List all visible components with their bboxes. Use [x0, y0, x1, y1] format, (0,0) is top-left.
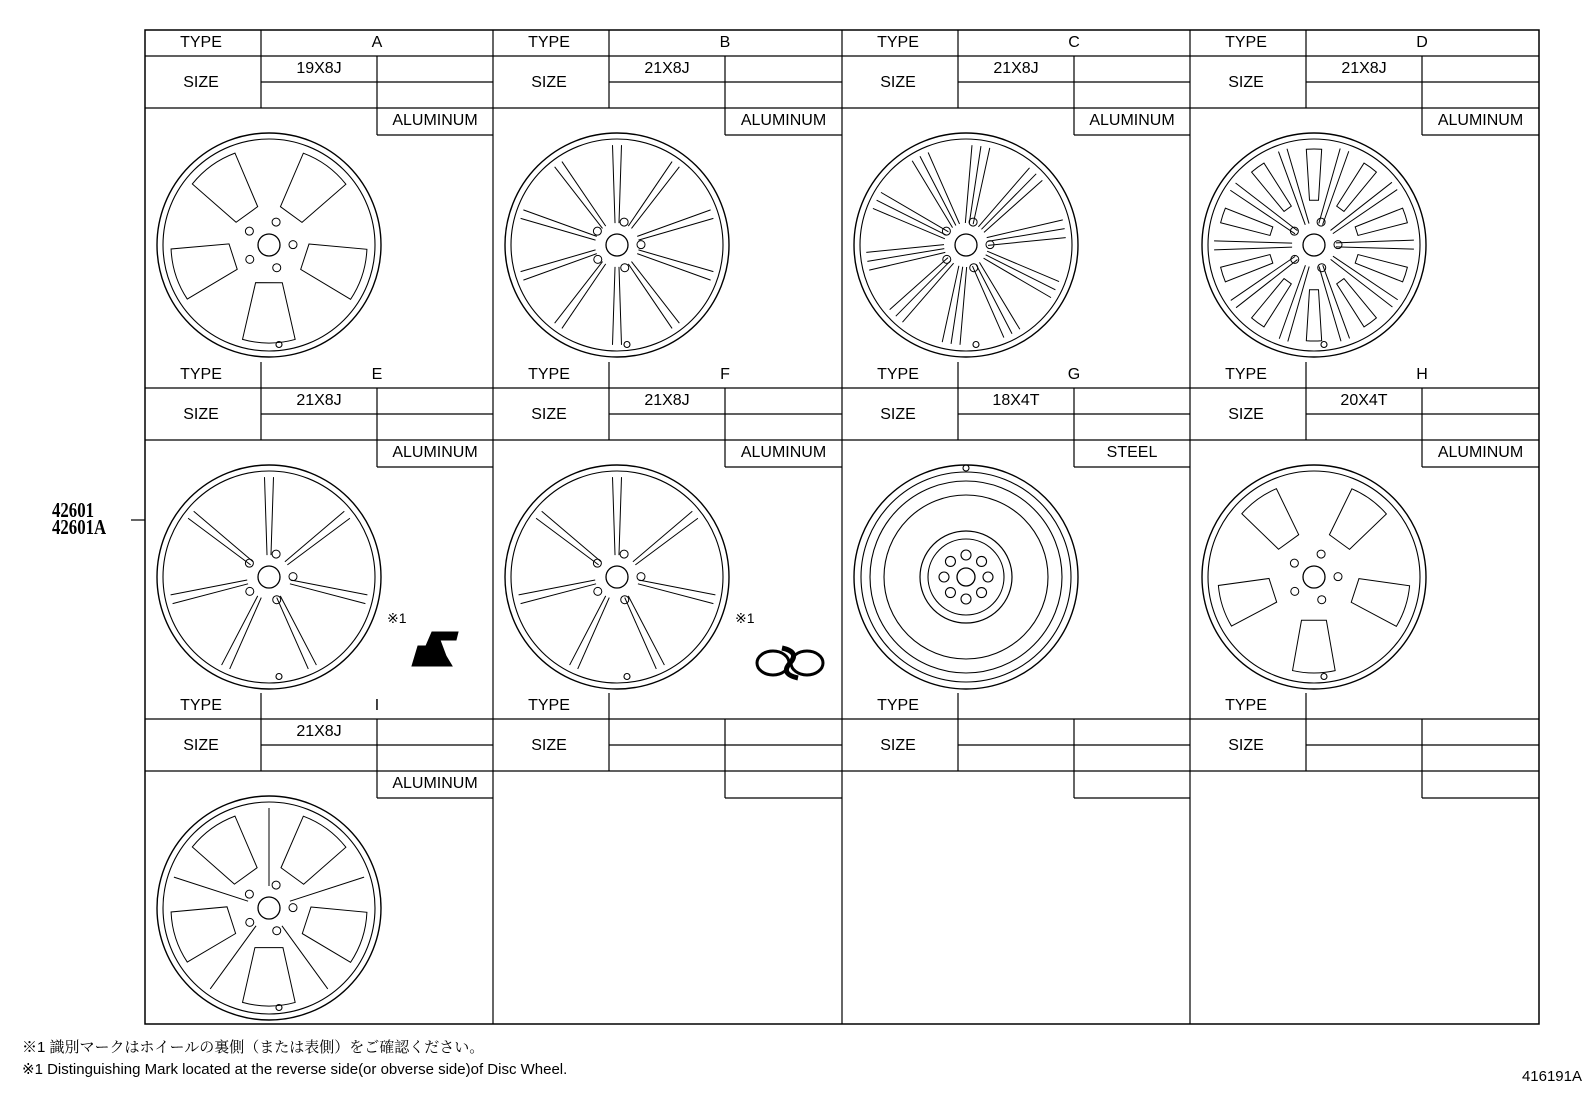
size-label: SIZE — [880, 737, 916, 754]
material-label: ALUMINUM — [740, 112, 827, 129]
size-value: 21X8J — [993, 60, 1039, 77]
part-number-42601: 42601 — [52, 498, 94, 522]
type-label: TYPE — [877, 366, 919, 383]
type-label: TYPE — [528, 34, 570, 51]
type-label: TYPE — [1225, 34, 1267, 51]
distinguishing-mark-e-icon — [412, 632, 458, 666]
type-value: E — [371, 366, 383, 383]
seven-split-spoke-wheel — [157, 465, 381, 689]
footnote-japanese: ※1 識別マークはホイールの裏側（または表側）をご確認ください。 — [22, 1039, 485, 1056]
size-label: SIZE — [531, 737, 567, 754]
size-label: SIZE — [183, 74, 219, 91]
size-value: 21X8J — [296, 723, 342, 740]
five-slotted-spoke-wheel — [157, 796, 381, 1020]
type-label: TYPE — [1225, 366, 1267, 383]
footnote-english: ※1 Distinguishing Mark located at the reverse side(or obverse side)of Disc Wheel. — [22, 1061, 568, 1078]
ten-split-spoke-wheel — [1202, 133, 1426, 357]
material-label: ALUMINUM — [740, 444, 827, 461]
type-value: D — [1416, 34, 1428, 51]
part-number-42601A: 42601A — [52, 515, 107, 539]
size-label: SIZE — [531, 406, 567, 423]
five-spoke-spare-wheel — [1202, 465, 1426, 689]
type-label: TYPE — [180, 366, 222, 383]
type-label: TYPE — [528, 366, 570, 383]
size-value: 18X4T — [992, 392, 1040, 409]
size-value: 19X8J — [296, 60, 342, 77]
steel-spare-wheel — [854, 465, 1078, 689]
seven-split-spoke-wheel — [505, 465, 729, 689]
type-label: TYPE — [528, 697, 570, 714]
size-value: 20X4T — [1340, 392, 1388, 409]
distinguishing-mark-f-icon — [757, 648, 823, 678]
type-value: C — [1068, 34, 1080, 51]
size-label: SIZE — [880, 74, 916, 91]
type-label: TYPE — [877, 34, 919, 51]
size-label: SIZE — [183, 406, 219, 423]
type-value: G — [1067, 366, 1081, 383]
type-value: I — [374, 697, 380, 714]
material-label: STEEL — [1106, 444, 1158, 461]
size-value: 21X8J — [644, 60, 690, 77]
material-label: ALUMINUM — [1089, 112, 1175, 129]
material-label: ALUMINUM — [1437, 444, 1524, 461]
size-label: SIZE — [880, 406, 916, 423]
type-label: TYPE — [877, 697, 919, 714]
size-label: SIZE — [1228, 737, 1264, 754]
type-label: TYPE — [180, 697, 222, 714]
five-split-spoke-wheel — [157, 133, 381, 357]
size-label: SIZE — [1228, 74, 1264, 91]
material-label: ALUMINUM — [392, 112, 478, 129]
size-value: 21X8J — [644, 392, 690, 409]
type-value: H — [1416, 366, 1428, 383]
size-value: 21X8J — [1341, 60, 1387, 77]
type-value: A — [371, 34, 383, 51]
size-label: SIZE — [531, 74, 567, 91]
size-label: SIZE — [1228, 406, 1264, 423]
size-label: SIZE — [183, 737, 219, 754]
size-value: 21X8J — [296, 392, 342, 409]
type-value: F — [720, 366, 730, 383]
distinguishing-mark-note: ※1 — [735, 610, 755, 626]
twisted-multi-spoke-wheel — [854, 133, 1078, 357]
material-label: ALUMINUM — [1437, 112, 1524, 129]
material-label: ALUMINUM — [392, 775, 478, 792]
type-value: B — [719, 34, 731, 51]
type-label: TYPE — [1225, 697, 1267, 714]
part-number-callout — [52, 498, 107, 539]
illustration-number: 416191A — [1521, 1068, 1582, 1085]
type-label: TYPE — [180, 34, 222, 51]
distinguishing-mark-note: ※1 — [387, 610, 407, 626]
material-label: ALUMINUM — [392, 444, 478, 461]
multi-spoke-wheel — [505, 133, 729, 357]
